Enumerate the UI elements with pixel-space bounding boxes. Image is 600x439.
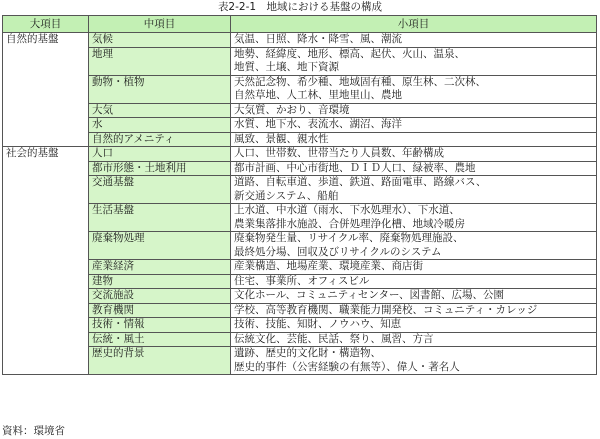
table-row	[3, 132, 597, 147]
mid-category-cell: 都市形態・土地利用	[89, 161, 231, 176]
sub-item-line: 学校、高等教育機関、職業能力開発校、コミュニティ・カレッジ	[234, 303, 538, 316]
table-row	[3, 289, 597, 304]
sub-item-line: 気温、日照、降水・降雪、風、潮流	[234, 33, 402, 45]
sub-item-line: 産業構造、地場産業、環境産業、商店街	[234, 260, 423, 272]
sub-item-line: 人口、世帯数、世帯当たり人員数、年齢構成	[234, 147, 444, 159]
sub-item-cell	[231, 176, 597, 204]
header-mid: 中項目	[89, 16, 231, 33]
sub-item-line: 大気質、かおり、音環境	[234, 103, 350, 116]
sub-item-line: 水質、地下水、表流水、湖沼、海洋	[234, 118, 402, 130]
table-row	[3, 318, 597, 333]
sub-item-line: 農業集落排水施設、合併処理浄化槽、地域冷暖房	[234, 217, 465, 230]
sub-item-line: 天然記念物、希少種、地域固有種、原生林、二次林、	[234, 75, 486, 88]
mid-category-cell: 水	[89, 118, 231, 133]
sub-item-line: 最終処分場、回収及びリサイクルのシステム	[234, 245, 442, 258]
sub-item-cell	[231, 147, 597, 162]
sub-item-cell	[231, 303, 597, 318]
sub-item-line: 風致、景観、親水性	[234, 132, 329, 145]
sub-item-line: 新交通システム、船舶	[234, 189, 339, 202]
table-row	[3, 176, 597, 204]
mid-category-cell: 気候	[89, 33, 231, 48]
mid-category-cell: 伝統・風土	[89, 332, 231, 347]
table-row	[3, 161, 597, 176]
table-row	[3, 232, 597, 260]
table-row	[3, 303, 597, 318]
mid-category-cell: 大気	[89, 103, 231, 118]
sub-item-line: 都市計画、中心市街地、ＤＩＤ人口、緑被率、農地	[234, 161, 476, 174]
sub-item-cell	[231, 318, 597, 333]
table-body	[3, 33, 597, 375]
table-title: 表2-2-1 地域における基盤の構成	[217, 1, 383, 13]
sub-item-cell	[231, 204, 597, 232]
mid-category-cell: 地理	[89, 47, 231, 75]
table-row	[3, 103, 597, 118]
mid-category-cell: 産業経済	[89, 260, 231, 275]
table-row	[3, 260, 597, 275]
mid-category-cell: 自然的アメニティ	[89, 132, 231, 147]
major-category-cell: 社会的基盤	[3, 147, 89, 375]
sub-item-cell	[231, 33, 597, 48]
infrastructure-table	[2, 15, 597, 375]
sub-item-cell	[231, 260, 597, 275]
sub-item-cell	[231, 347, 597, 375]
mid-category-cell: 技術・情報	[89, 318, 231, 333]
sub-item-line: 住宅、事業所、オフィスビル	[234, 274, 370, 287]
sub-item-line: 地質、土壌、地下資源	[234, 61, 339, 73]
table-header-row	[3, 16, 597, 33]
sub-item-cell	[231, 47, 597, 75]
mid-category-cell: 交通基盤	[89, 176, 231, 204]
mid-category-cell: 廃棄物処理	[89, 232, 231, 260]
sub-item-line: 自然草地、人工林、里地里山、農地	[234, 89, 402, 101]
sub-item-line: 道路、自転車道、歩道、鉄道、路面電車、路線バス、	[234, 176, 487, 188]
mid-category-cell: 交流施設	[89, 289, 231, 304]
mid-category-cell: 教育機関	[89, 303, 231, 318]
sub-item-cell	[231, 103, 597, 118]
major-category-cell: 自然的基盤	[3, 33, 89, 147]
sub-item-cell	[231, 332, 597, 347]
table-row	[3, 33, 597, 48]
sub-item-cell	[231, 274, 597, 289]
table-row	[3, 274, 597, 289]
mid-category-cell: 歴史的背景	[89, 347, 231, 375]
sub-item-cell	[231, 161, 597, 176]
sub-item-line: 遺跡、歴史的文化財・構造物、	[234, 347, 381, 359]
mid-category-cell: 人口	[89, 147, 231, 162]
sub-item-line: 地勢、経緯度、地形、標高、起伏、火山、温泉、	[234, 47, 465, 60]
sub-item-line: 歴史的事件（公害経験の有無等）、偉人・著名人	[234, 360, 460, 373]
table-row	[3, 47, 597, 75]
sub-item-line: 文化ホール、コミュニティセンター、図書館、広場、公園	[234, 289, 505, 301]
header-major: 大項目	[3, 16, 89, 33]
sub-item-line: 伝統文化、芸能、民話、祭り、風習、方言	[234, 332, 434, 345]
table-row	[3, 204, 597, 232]
sub-item-cell	[231, 75, 597, 103]
sub-item-line: 技術、技能、知財、ノウハウ、知恵	[234, 318, 402, 330]
sub-item-cell	[231, 232, 597, 260]
sub-item-line: 廃棄物発生量、リサイクル率、廃棄物処理施設、	[234, 232, 464, 244]
mid-category-cell: 生活基盤	[89, 204, 231, 232]
table-row	[3, 347, 597, 375]
source-note: 資料：環境省	[2, 425, 65, 437]
sub-item-cell	[231, 289, 597, 304]
sub-item-cell	[231, 132, 597, 147]
mid-category-cell: 建物	[89, 274, 231, 289]
sub-item-cell	[231, 118, 597, 133]
mid-category-cell: 動物・植物	[89, 75, 231, 103]
table-row	[3, 118, 597, 133]
header-small: 小項目	[231, 16, 597, 33]
table-row	[3, 332, 597, 347]
table-row	[3, 147, 597, 162]
table-row	[3, 75, 597, 103]
sub-item-line: 上水道、中水道（雨水、下水処理水）、下水道、	[234, 204, 460, 216]
